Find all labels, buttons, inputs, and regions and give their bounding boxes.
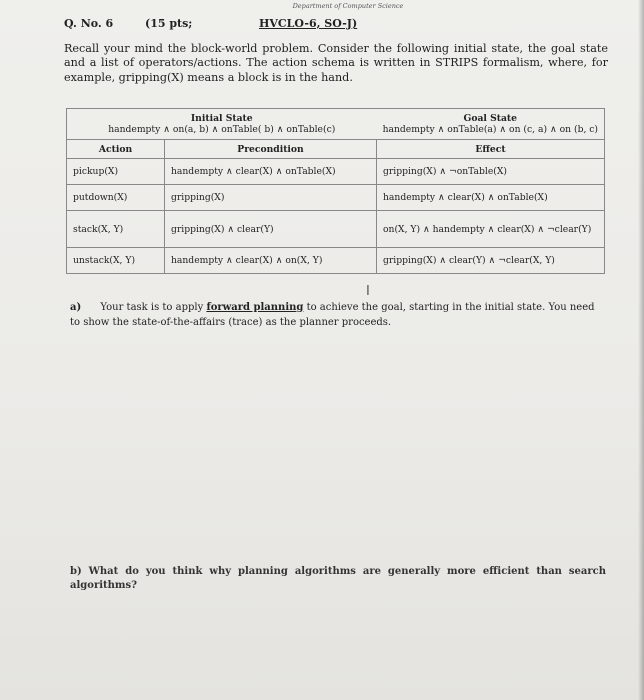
table-row [67,211,605,248]
action-cell: pickup(X) [67,159,165,185]
table-row [67,248,605,274]
course-code: HVCLO-6, SO-J) [259,17,358,30]
precondition-cell: gripping(X) ∧ clear(Y) [165,211,377,248]
table-row [67,185,605,211]
department-header: Department of Computer Science [292,2,404,10]
part-a-question [70,300,606,330]
effect-cell: gripping(X) ∧ ¬onTable(X) [377,159,605,185]
question-points: (15 pts; [145,17,193,30]
action-cell: stack(X, Y) [67,211,165,248]
state-header-row [67,109,605,140]
effect-cell: gripping(X) ∧ clear(Y) ∧ ¬clear(X, Y) [377,248,605,274]
part-a-text-before: Your task is to apply [100,302,204,313]
action-header: Action [67,140,165,159]
effect-cell: on(X, Y) ∧ handempty ∧ clear(X) ∧ ¬clear(Y) [377,211,605,248]
column-header-row [67,140,605,159]
goal-state-title: Goal State [463,113,518,124]
goal-state-cell [377,109,605,140]
precondition-cell: handempty ∧ clear(X) ∧ onTable(X) [165,159,377,185]
precondition-cell: gripping(X) [165,185,377,211]
page-edge-shadow [638,0,644,700]
initial-state-value: handempty ∧ on(a, b) ∧ onTable( b) ∧ onTable(c) [108,124,336,135]
table-row [67,159,605,185]
part-b-question: b) What do you think why planning algorithms are generally more efficient than search algorithms? [70,566,606,591]
action-cell: putdown(X) [67,185,165,211]
goal-state-value: handempty ∧ onTable(a) ∧ on (c, a) ∧ on (b, c) [382,124,599,135]
precondition-header: Precondition [165,140,377,159]
part-a-text-after: to achieve the goal, starting in the initial state. You need to show the state-of-the-affairs (trace) as the planner proceeds. [70,302,595,328]
question-number: Q. No. 6 [64,17,114,30]
effect-cell: handempty ∧ clear(X) ∧ onTable(X) [377,185,605,211]
strips-operators-table [66,108,605,274]
action-cell: unstack(X, Y) [67,248,165,274]
precondition-cell: handempty ∧ clear(X) ∧ on(X, Y) [165,248,377,274]
part-a-emphasis: forward planning [206,302,304,313]
question-intro: Recall your mind the block-world problem. Consider the following initial state, the goal state and a list of operators/actions. The action schema is written in STRIPS formalism, where, for example, gripping(X) means a block is in the hand. [64,42,608,84]
effect-header: Effect [377,140,605,159]
text-cursor-icon: I [366,284,370,299]
initial-state-title: Initial State [190,113,253,124]
part-a-label: a) [70,302,82,313]
initial-state-cell [67,109,377,140]
